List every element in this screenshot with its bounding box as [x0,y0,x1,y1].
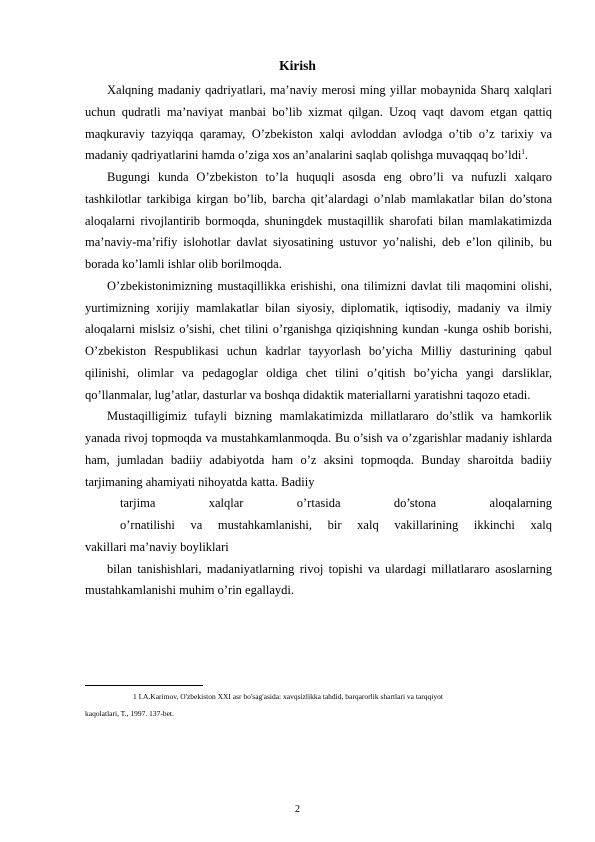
page-number: 2 [295,804,300,815]
paragraph-6: o’rnatilishi va mustahkamlanishi, bir xalq vakillarining ikkinchi xalq [120,518,552,532]
paragraph-4: Mustaqilligimiz tufayli bizning mamlakatimizda millatlararo do’stlik va hamkorlik yanada rivoj topmoqda va mustahkamlanmoqda. Bu o’sish va o’zgarishlar madaniy ishlarda ham, jumladan badiiy adabiyotda ham o’z aksini topmoqda. Bunday sharoitda badiiy tarjimaning ahamiyati nihoyatda katta. Badiiy [85,409,552,489]
body-text [85,80,552,602]
footnote-line-1: 1 I.A.Karimov, O'zbekiston XXI asr bo'sag'asida: xavqsizlikka tahdid, barqarorlik shartlari va tarqqiyot [133,692,443,701]
paragraph-1 [85,80,552,167]
footnote-divider [85,685,203,686]
page-title: Kirish [279,58,316,73]
paragraph-tail: . [524,148,528,163]
paragraph-7: vakillari ma’naviy boyliklari [85,539,229,554]
footnote-reference[interactable]: 1 [521,148,525,157]
paragraph-8: bilan tanishishlari, madaniyatlarning rivoj topishi va ulardagi millatlararo asoslarning mustahkamlanishi muhim o’rin egallaydi. [85,561,552,598]
footnote [85,688,552,722]
paragraph-5: tarjima xalqlar o’rtasida do’stona aloqalarning [120,496,552,511]
footnote-line-2: kaqolatlari, T., 1997. 137-bet. [85,709,174,718]
paragraph-2: Bugungi kunda O’zbekiston to’la huquqli asosda eng obro’li va nufuzli xalqaro tashkilotlar tarkibiga kirgan bo’lib, barcha qit’alardagi o’nlab mamlakatlar bilan do’stona aloqalarni rivojlantirib bormoqda, shuningdek mustaqillik sharofati bilan mamlakatimizda ma’naviy-ma’rifiy islohotlar davlat siyosatining ustuvor yo’nalishi, deb e’lon qilinib, bu borada ko’lamli ishlar olib borilmoqda. [85,170,552,271]
paragraph-text: Xalqning madaniy qadriyatlari, ma’naviy merosi ming yillar mobaynida Sharq xalqlari uchun qudratli ma’naviyat manbai bo’lib xizmat qilgan. Uzoq vaqt davom etgan qattiq maqkuraviy tazyiqqa qaramay, O’zbekiston xalqi avloddan avlodga o’tib o’z tarixiy va madaniy qadriyatlarini hamda o’ziga xos an’analarini saqlab qolishga muvaqqaq bo’ldi [85,83,552,163]
paragraph-3: O’zbekistonimizning mustaqillikka erishishi, ona tilimizni davlat tili maqomini olishi, yurtimizning xorijiy mamlakatlar bilan siyosiy, diplomatik, iqtisodiy, madaniy va ilmiy aloqalarni mislsiz o’sishi, chet tilini o’rganishga qiziqishning kundan -kunga oshib borishi, O’zbekiston Respublikasi uchun kadrlar tayyorlash bo’yicha Milliy dasturining qabul qilinishi, olimlar va pedagoglar oldiga chet tilini o’qitish bo’yicha yangi darsliklar, qo’llanmalar, lug’atlar, dasturlar va boshqa didaktik materiallarni yaratishni taqozo etadi. [85,278,552,402]
